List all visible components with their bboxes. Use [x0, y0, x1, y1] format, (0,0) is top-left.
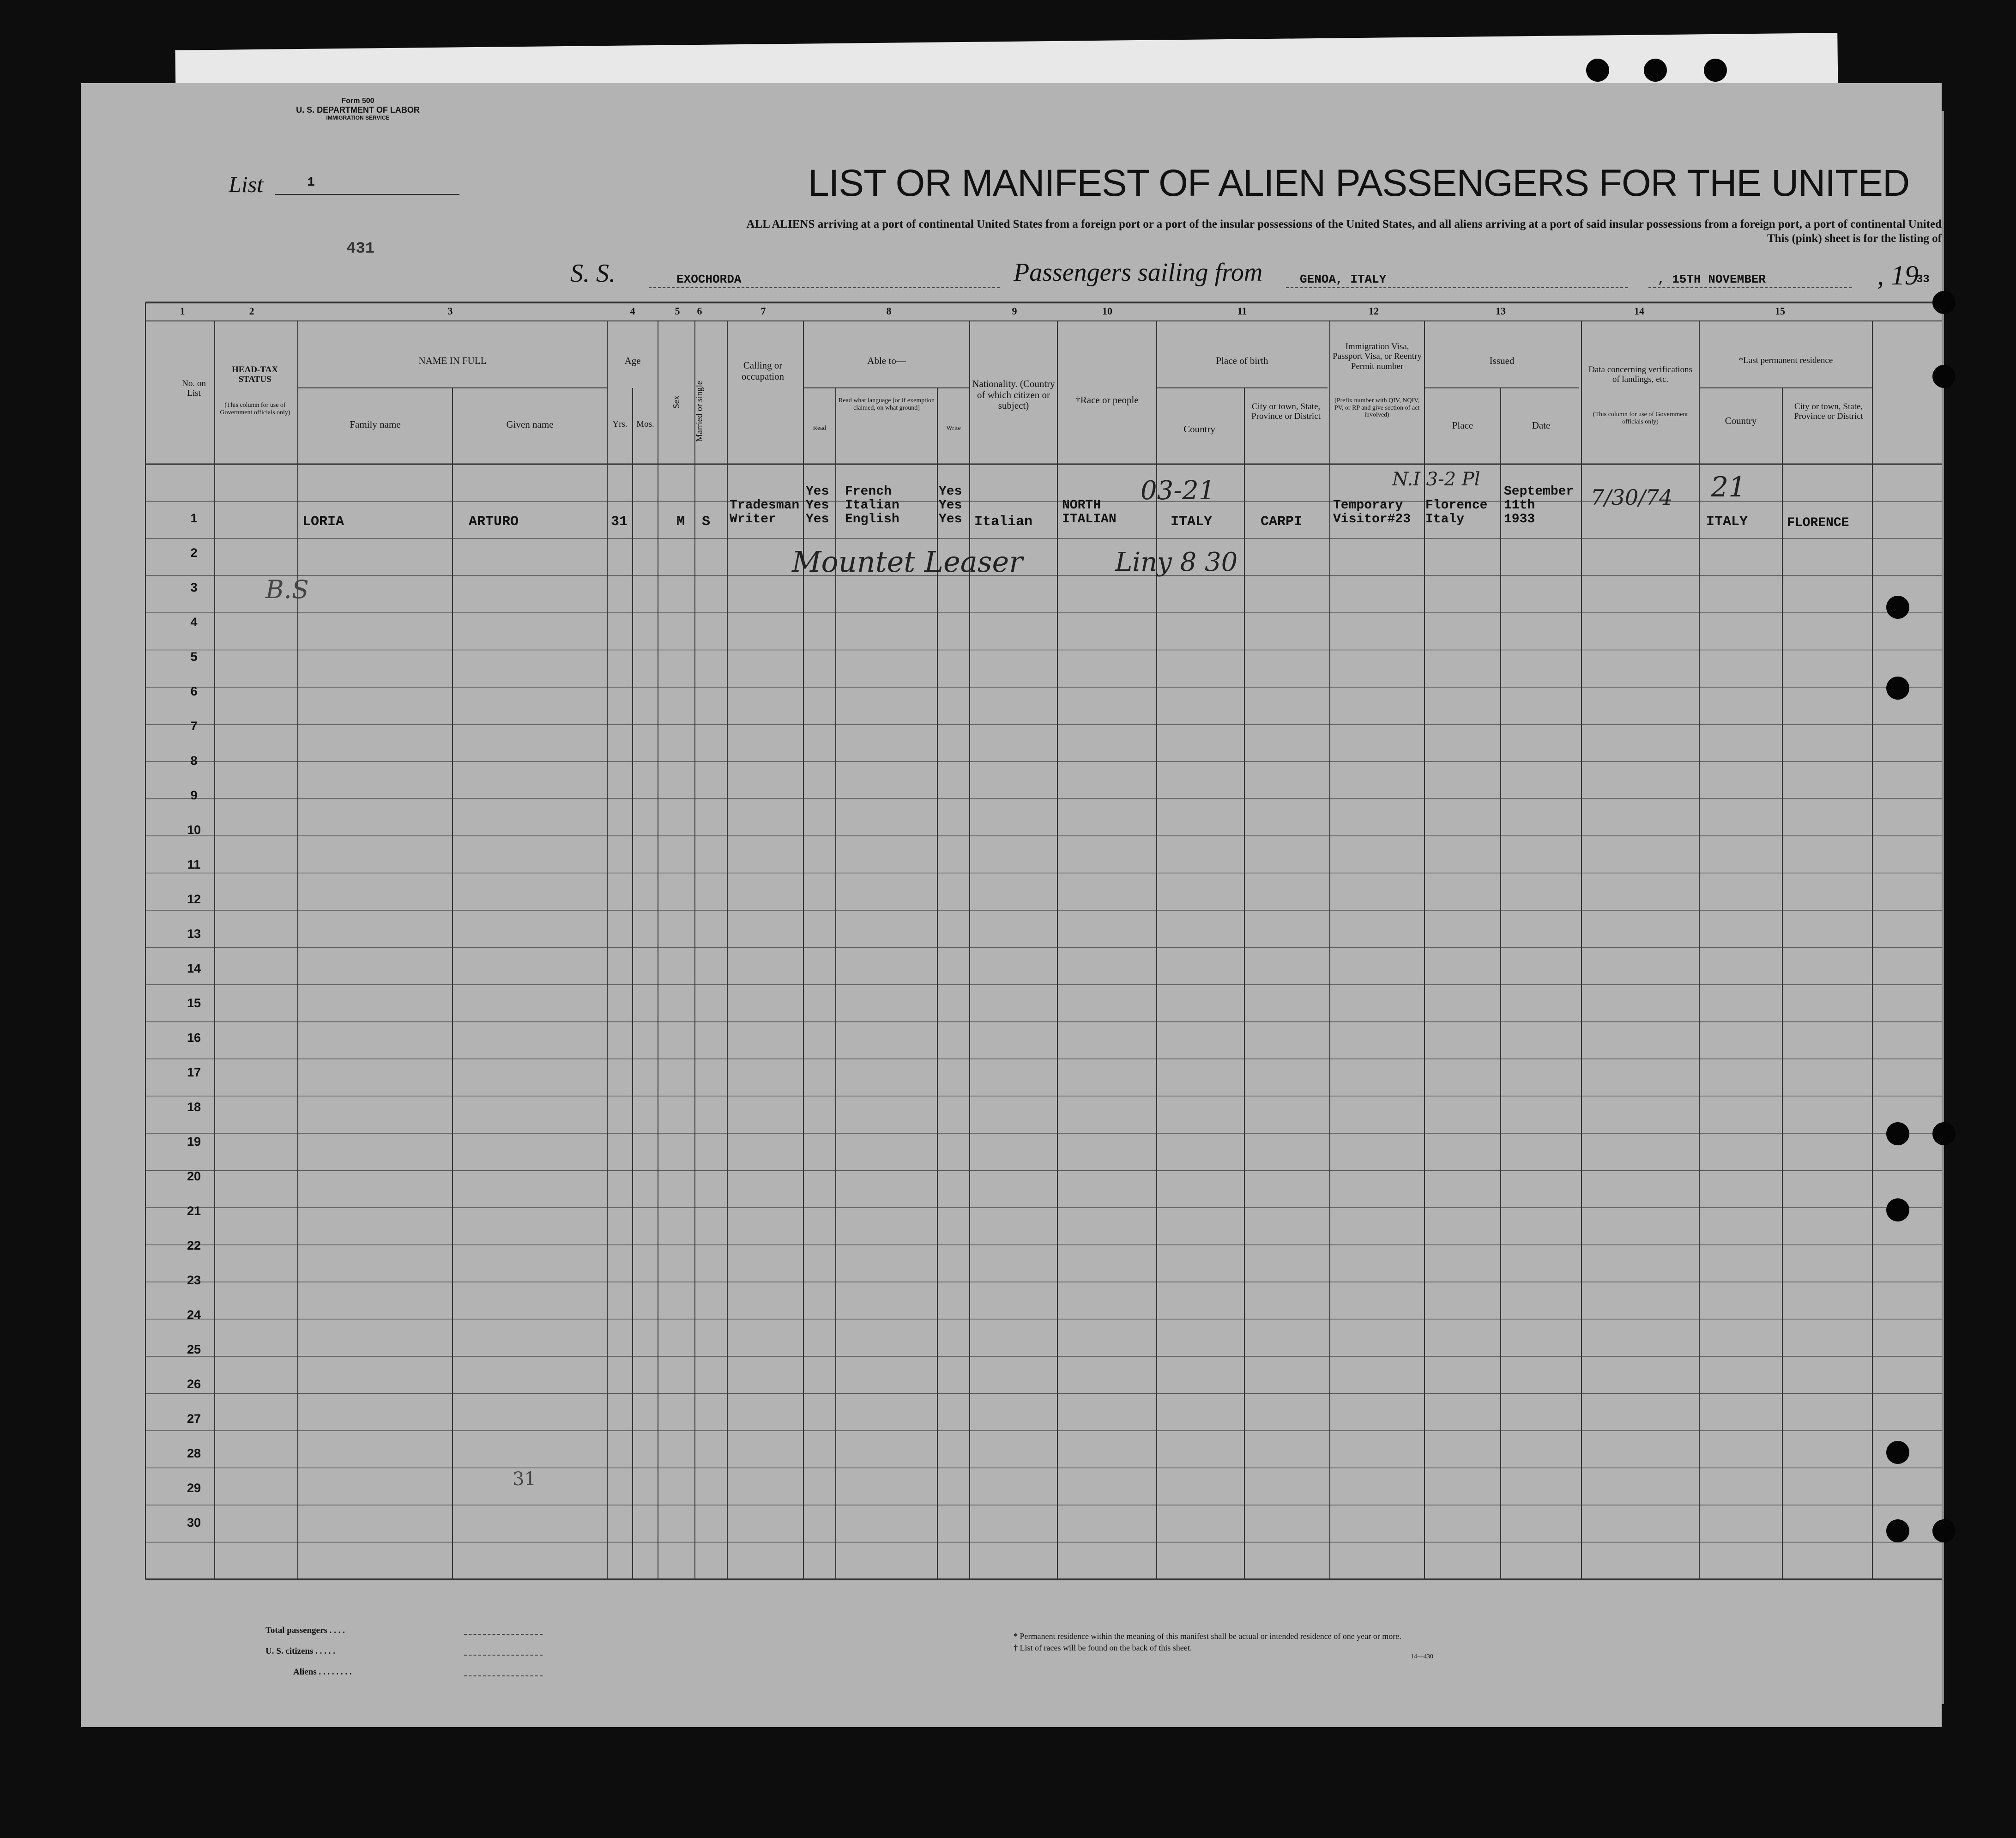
- col-number: 8: [886, 305, 892, 317]
- col-number: 2: [249, 305, 254, 317]
- row-number: 18: [187, 1100, 201, 1114]
- cell-sex: M: [676, 514, 685, 530]
- row-number: 9: [190, 788, 198, 802]
- total-passengers-label: Total passengers . . . .: [266, 1626, 345, 1635]
- header-able-to: Able to—: [867, 355, 906, 366]
- row-number: 29: [187, 1481, 201, 1495]
- punch-hole: [1932, 291, 1956, 314]
- header-visa-note: (Prefix number with QIV, NQIV, PV, or RP and give section of act involved): [1334, 397, 1420, 419]
- handwritten-residence-code: 21: [1711, 471, 1746, 503]
- col-number: 10: [1102, 305, 1112, 317]
- punch-hole: [1644, 59, 1667, 82]
- header-issued-place: Place: [1452, 420, 1473, 431]
- header-calling: Calling or occupation: [741, 360, 785, 382]
- handwritten-race-code: 03-21: [1141, 476, 1215, 506]
- department-name: U. S. DEPARTMENT OF LABOR: [296, 105, 420, 115]
- stamped-number: 31: [513, 1469, 536, 1490]
- row-number: 6: [190, 684, 198, 698]
- aliens-label: Aliens . . . . . . . .: [293, 1667, 352, 1677]
- cell-family-name: LORIA: [302, 514, 344, 530]
- handwritten-initials: B.S: [266, 575, 309, 604]
- punch-hole: [1932, 1122, 1956, 1145]
- header-birth-country: Country: [1183, 423, 1215, 435]
- col-number: 3: [447, 305, 453, 317]
- row-number: 19: [187, 1135, 201, 1149]
- row-number: 1: [190, 511, 198, 525]
- header-age-mos: Mos.: [636, 419, 654, 429]
- manifest-sheet: [81, 83, 1942, 1727]
- row-number: 4: [190, 615, 198, 629]
- cell-marital-status: S: [702, 514, 711, 530]
- manifest-grid: [81, 83, 1942, 1727]
- list-number: 1: [307, 175, 315, 190]
- cell-issued-place: Florence Italy: [1425, 498, 1488, 526]
- total-passengers-line: [464, 1634, 543, 1635]
- header-issued-date: Date: [1532, 420, 1551, 431]
- ss-label: S. S.: [570, 259, 616, 288]
- row-number: 3: [190, 580, 198, 594]
- header-age-yrs: Yrs.: [612, 419, 628, 429]
- row-number: 17: [187, 1065, 201, 1079]
- sailing-label: Passengers sailing from: [1014, 258, 1263, 287]
- col-number: 13: [1496, 305, 1506, 317]
- header-write: Write: [946, 425, 961, 432]
- header-visa: Immigration Visa, Passport Visa, or Reentry Permit number: [1333, 342, 1422, 371]
- col-number: 7: [761, 305, 766, 317]
- cell-race: NORTH ITALIAN: [1062, 498, 1117, 526]
- header-nationality: Nationality. (Country of which citizen or subject): [972, 378, 1055, 411]
- col-number: 15: [1775, 305, 1785, 317]
- row-number: 25: [187, 1342, 201, 1356]
- col-number: 14: [1634, 305, 1644, 317]
- subtitle-line-1: ALL ALIENS arriving at a port of continental United States from a foreign port or a port of the insular possessions of the United States, and all aliens arriving at a port of said insular possessions from a foreign port, a port of continental United: [746, 218, 1942, 230]
- cell-nationality: Italian: [974, 514, 1033, 530]
- row-number: 8: [190, 754, 198, 768]
- header-last-residence: *Last permanent residence: [1738, 356, 1833, 365]
- row-number: 12: [187, 892, 201, 906]
- year-suffix: 33: [1916, 273, 1930, 286]
- header-residence-country: Country: [1725, 415, 1757, 426]
- punch-hole: [1886, 1122, 1909, 1145]
- header-head-tax: HEAD-TAX STATUS: [232, 365, 278, 385]
- sailing-date: , 15TH NOVEMBER: [1658, 272, 1766, 286]
- col-number: 4: [630, 305, 635, 317]
- us-citizens-label: U. S. citizens . . . . .: [266, 1646, 335, 1656]
- col-number: 1: [180, 305, 185, 317]
- header-family-name: Family name: [350, 419, 401, 430]
- row-number: 10: [187, 823, 201, 837]
- cell-given-name: ARTURO: [469, 514, 519, 530]
- cell-write: Yes Yes Yes: [939, 484, 962, 526]
- header-place-of-birth: Place of birth: [1216, 355, 1268, 366]
- punch-hole: [1886, 596, 1909, 619]
- list-label: List: [229, 171, 264, 197]
- row-number: 30: [187, 1516, 201, 1530]
- col-number: 6: [697, 305, 702, 317]
- row-lines: [145, 502, 1942, 1542]
- header-read: Read: [813, 425, 827, 432]
- col-number: 12: [1369, 305, 1379, 317]
- row-number: 5: [190, 650, 198, 664]
- footnote-races: † List of races will be found on the back of this sheet.: [1014, 1643, 1192, 1652]
- header-verification-note: (This column for use of Government officials only): [1593, 411, 1688, 425]
- year-prefix: , 19: [1877, 260, 1919, 290]
- header-residence-city: City or town, State, Province or District: [1794, 402, 1863, 422]
- col-number: 5: [675, 305, 680, 317]
- punch-hole: [1932, 365, 1956, 388]
- punch-hole: [1886, 1441, 1909, 1464]
- manifest-title: LIST OR MANIFEST OF ALIEN PASSENGERS FOR THE UNITED: [808, 162, 1910, 204]
- header-given-name: Given name: [506, 419, 554, 430]
- handwritten-signature-date: Liny 8 30: [1115, 547, 1238, 577]
- header-sex: Sex: [671, 395, 682, 409]
- row-number: 21: [187, 1204, 201, 1218]
- cell-read: Yes Yes Yes: [806, 484, 829, 526]
- row-number: 20: [187, 1169, 201, 1183]
- stamp-number: 431: [346, 240, 375, 258]
- header-race: †Race or people: [1075, 394, 1139, 405]
- cell-occupation: Tradesman Writer: [730, 498, 800, 526]
- ship-name: EXOCHORDA: [676, 272, 742, 286]
- header-read-language: Read what language [or if exemption claimed, on what ground]: [839, 397, 935, 411]
- cell-residence-country: ITALY: [1706, 514, 1748, 530]
- punch-hole: [1886, 677, 1909, 700]
- subtitle-line-2: This (pink) sheet is for the listing of: [1767, 232, 1942, 245]
- service-name: IMMIGRATION SERVICE: [326, 115, 390, 121]
- header-verification: Data concerning verifications of landings, etc.: [1588, 365, 1692, 385]
- punch-hole: [1704, 59, 1727, 82]
- row-number: 16: [187, 1031, 201, 1045]
- cell-residence-city: FLORENCE: [1787, 516, 1849, 530]
- handwritten-signature: Mountet Leaser: [792, 545, 1023, 579]
- punch-hole: [1932, 1519, 1956, 1542]
- form-code: 14—430: [1411, 1653, 1433, 1660]
- col-number: 9: [1012, 305, 1017, 317]
- header-issued: Issued: [1489, 355, 1515, 366]
- cell-languages: French Italian English: [845, 484, 899, 526]
- us-citizens-line: [464, 1655, 543, 1656]
- footnote-residence: * Permanent residence within the meaning of this manifest shall be actual or intended residence of one year or more.: [1014, 1632, 1401, 1641]
- departure-port: GENOA, ITALY: [1300, 272, 1387, 286]
- header-head-tax-note: (This column for use of Government officials only): [220, 402, 290, 416]
- row-number: 14: [187, 961, 201, 975]
- header-birth-city: City or town, State, Province or District: [1251, 402, 1321, 422]
- row-number: 22: [187, 1239, 201, 1252]
- row-number: 28: [187, 1446, 201, 1460]
- row-number: 2: [190, 546, 198, 560]
- header-married: Married or single: [694, 381, 705, 442]
- header-age: Age: [624, 355, 641, 366]
- row-number: 15: [187, 996, 201, 1010]
- cell-age-years: 31: [611, 514, 628, 530]
- cell-birth-country: ITALY: [1171, 514, 1213, 530]
- row-number: 27: [187, 1412, 201, 1426]
- cell-visa: Temporary Visitor#23: [1333, 498, 1411, 526]
- header-no-on-list: No. on List: [182, 379, 206, 399]
- punch-hole: [1586, 59, 1609, 82]
- header-name-in-full: NAME IN FULL: [418, 355, 487, 366]
- row-number: 23: [187, 1273, 201, 1287]
- row-number: 7: [190, 719, 198, 733]
- punch-hole: [1886, 1198, 1909, 1221]
- handwritten-verification: 7/30/74: [1591, 485, 1673, 510]
- form-number: Form 500: [341, 97, 374, 105]
- row-number: 24: [187, 1308, 201, 1322]
- row-number: 26: [187, 1377, 201, 1391]
- row-number: 13: [187, 927, 201, 941]
- col-number: 11: [1237, 305, 1247, 317]
- punch-hole: [1886, 1519, 1909, 1542]
- aliens-line: [464, 1675, 543, 1676]
- row-number: 11: [187, 858, 201, 871]
- handwritten-visa-code: N.I 3-2 Pl: [1392, 469, 1480, 490]
- cell-issued-date: September 11th 1933: [1504, 484, 1574, 526]
- cell-birth-city: CARPI: [1261, 514, 1303, 530]
